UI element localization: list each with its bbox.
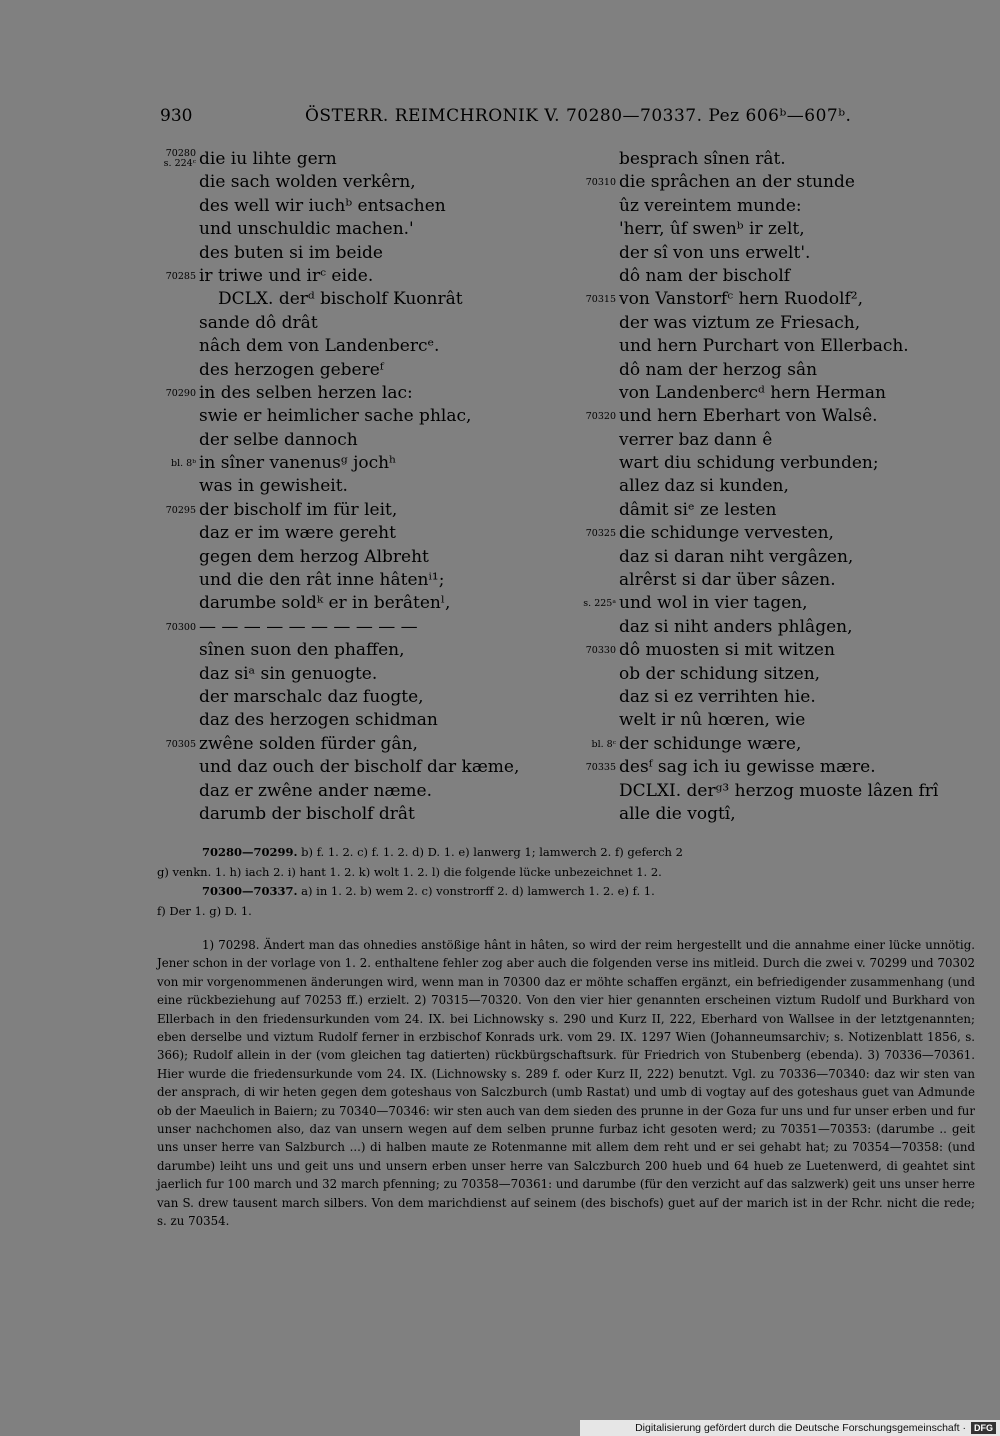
- verse-text: ûz vereintem munde:: [619, 195, 802, 216]
- verse-line: [140, 686, 570, 709]
- verse-line: [140, 242, 570, 265]
- verse-line: [560, 803, 990, 826]
- verse-text: sande dô drât: [199, 312, 318, 333]
- verse-text: 'herr, ûf swenᵇ ir zelt,: [619, 219, 805, 240]
- verse-line: [560, 569, 990, 592]
- verse-line: [140, 756, 570, 779]
- verse-text: ir triwe und irᶜ eide.: [199, 265, 374, 286]
- line-number: s. 225ᵃ: [583, 598, 616, 610]
- verse-text: darumbe soldᵏ er in berâtenˡ,: [199, 593, 451, 614]
- line-number: 70285: [165, 270, 196, 282]
- verse-text: von Landenbercᵈ hern Herman: [619, 382, 886, 403]
- verse-line: [560, 429, 990, 452]
- verse-line: [560, 288, 990, 311]
- verse-text: daz si daran niht vergâzen,: [619, 546, 854, 567]
- verse-line: [560, 546, 990, 569]
- verse-line: [560, 639, 990, 662]
- variant-range: 70280—70299.: [202, 845, 298, 859]
- verse-text: und unschuldic machen.': [199, 219, 414, 240]
- commentary-notes: [157, 936, 975, 1231]
- verse-text: in sîner vanenusᵍ jochʰ: [199, 453, 397, 474]
- verse-line: [560, 335, 990, 358]
- verse-line: [560, 499, 990, 522]
- line-number: 70335: [585, 762, 616, 774]
- verse-text: dô muosten si mit witzen: [619, 640, 835, 661]
- line-number: 70310: [585, 177, 616, 189]
- verse-text: dô nam der bischolf: [619, 265, 791, 286]
- verse-text: daz des herzogen schidman: [199, 710, 438, 731]
- verse-text: alrêrst si dar über sâzen.: [619, 570, 836, 591]
- verse-text: wart diu schidung verbunden;: [619, 453, 879, 474]
- verse-text: die iu lihte gern: [199, 149, 337, 169]
- line-number: 70305: [165, 738, 196, 750]
- verse-text: und hern Eberhart von Walsê.: [619, 406, 878, 427]
- verse-text: des buten si im beide: [199, 242, 383, 263]
- verse-text: DCLXI. derᵍ³ herzog muoste lâzen frî: [619, 780, 939, 801]
- verse-line: [560, 148, 990, 171]
- variant-line: 70280—70299. b) f. 1. 2. c) f. 1. 2. d) D. 1. e) lanwerg 1; lamwerch 2. f) geferch 2: [202, 845, 683, 859]
- line-number: 70315: [585, 294, 616, 306]
- verse-text: dâmit siᵉ ze lesten: [619, 499, 777, 520]
- variant-line: f) Der 1. g) D. 1.: [157, 903, 252, 918]
- footer-text: Digitalisierung gefördert durch die Deutsche Forschungsgemeinschaft ·: [635, 1422, 966, 1434]
- verse-line: [140, 382, 570, 405]
- verse-text: alle die vogtî,: [619, 803, 736, 824]
- verse-text: daz er im wære gereht: [199, 523, 396, 544]
- verse-line: [560, 475, 990, 498]
- verse-line: [140, 780, 570, 803]
- verse-text: DCLX. derᵈ bischolf Kuonrât: [218, 289, 463, 310]
- verse-line: [140, 803, 570, 826]
- verse-text: was in gewisheit.: [199, 476, 348, 497]
- verse-text: die sprâchen an der stunde: [619, 172, 855, 193]
- verse-line: [560, 592, 990, 615]
- verse-text: in des selben herzen lac:: [199, 382, 413, 403]
- verse-line: [140, 709, 570, 732]
- verse-text: — — — — — — — — — —: [199, 616, 418, 637]
- verse-line: [140, 405, 570, 428]
- verse-text: der selbe dannoch: [199, 429, 358, 450]
- verse-text: swie er heimlicher sache phlac,: [199, 406, 472, 427]
- verse-text: der bischolf im für leit,: [199, 499, 398, 520]
- verse-text: gegen dem herzog Albreht: [199, 546, 429, 567]
- verse-line: [560, 405, 990, 428]
- line-number: 70300: [165, 621, 196, 633]
- verse-line: [560, 171, 990, 194]
- verse-line: [560, 452, 990, 475]
- dfg-logo: DFG: [971, 1422, 996, 1434]
- verse-line: [140, 218, 570, 241]
- right-verse-column: [560, 148, 990, 826]
- variant-line: 70300—70337. a) in 1. 2. b) wem 2. c) vonstrorff 2. d) lamwerch 1. 2. e) f. 1.: [202, 884, 655, 898]
- line-number: 70325: [585, 528, 616, 540]
- verse-text: daz si niht anders phlâgen,: [619, 616, 853, 637]
- verse-text: der was viztum ze Friesach,: [619, 312, 861, 333]
- verse-line: [140, 499, 570, 522]
- variant-line: g) venkn. 1. h) iach 2. i) hant 1. 2. k) wolt 1. 2. l) die folgende lücke unbezeichnet 1. 2.: [157, 864, 662, 879]
- verse-line: [140, 663, 570, 686]
- verse-line: [140, 265, 570, 288]
- verse-text: sînen suon den phaffen,: [199, 640, 405, 661]
- digitization-footer: [580, 1420, 1000, 1436]
- verse-line: [560, 359, 990, 382]
- verse-text: desᶠ sag ich iu gewisse mære.: [619, 757, 876, 778]
- verse-text: darumb der bischolf drât: [199, 803, 415, 824]
- verse-line: [140, 171, 570, 194]
- verse-text: die sach wolden verkêrn,: [199, 172, 416, 193]
- verse-text: besprach sînen rât.: [619, 149, 786, 169]
- verse-text: daz si ez verrihten hie.: [619, 686, 816, 707]
- verse-text: die schidunge vervesten,: [619, 523, 834, 544]
- verse-text: der marschalc daz fuogte,: [199, 686, 424, 707]
- verse-text: des herzogen gebereᶠ: [199, 359, 384, 380]
- verse-line: [140, 312, 570, 335]
- line-number: 70330: [585, 645, 616, 657]
- verse-text: des well wir iuchᵇ entsachen: [199, 195, 446, 216]
- verse-line: [140, 592, 570, 615]
- line-number: bl. 8ᵇ: [170, 458, 196, 470]
- verse-text: von Vanstorfᶜ hern Ruodolf²,: [619, 289, 864, 310]
- verse-line: [140, 616, 570, 639]
- verse-line: [560, 242, 990, 265]
- verse-line: [140, 733, 570, 756]
- verse-text: und wol in vier tagen,: [619, 593, 808, 614]
- running-title: ÖSTERR. REIMCHRONIK V. 70280—70337. Pez 606ᵇ—607ᵇ.: [305, 106, 852, 126]
- verse-text: daz er zwêne ander næme.: [199, 780, 433, 801]
- verse-line: [560, 195, 990, 218]
- verse-line: [140, 475, 570, 498]
- verse-line: [560, 382, 990, 405]
- verse-line: [560, 733, 990, 756]
- variant-apparatus: [157, 843, 975, 921]
- verse-text: der schidunge wære,: [619, 733, 802, 754]
- line-number: 70320: [585, 411, 616, 423]
- variant-range: 70300—70337.: [202, 884, 298, 898]
- verse-line: [140, 546, 570, 569]
- verse-line: [560, 218, 990, 241]
- verse-text: zwêne solden fürder gân,: [199, 733, 418, 754]
- verse-line: [140, 639, 570, 662]
- left-verse-column: [140, 148, 570, 826]
- verse-line: [560, 663, 990, 686]
- verse-line: [560, 780, 990, 803]
- line-number: 70280 s. 224ᶜ: [163, 148, 196, 169]
- verse-text: und daz ouch der bischolf dar kæme,: [199, 757, 520, 778]
- line-number: 70290: [165, 387, 196, 399]
- line-number: 70295: [165, 504, 196, 516]
- verse-text: und die den rât inne hâtenⁱ¹;: [199, 570, 445, 591]
- verse-line: [560, 756, 990, 779]
- verse-line: [140, 148, 570, 171]
- verse-line: [140, 569, 570, 592]
- verse-text: und hern Purchart von Ellerbach.: [619, 336, 909, 357]
- verse-line: [140, 429, 570, 452]
- verse-text: dô nam der herzog sân: [619, 359, 818, 380]
- verse-line: [560, 709, 990, 732]
- verse-line: [140, 335, 570, 358]
- verse-text: der sî von uns erwelt'.: [619, 242, 811, 263]
- verse-text: daz siᵃ sin genuogte.: [199, 663, 378, 684]
- verse-line: [140, 452, 570, 475]
- verse-line: [140, 522, 570, 545]
- verse-text: ob der schidung sitzen,: [619, 663, 821, 684]
- page-number: 930: [160, 106, 193, 126]
- verse-text: verrer baz dann ê: [619, 429, 773, 450]
- verse-line: [140, 288, 570, 311]
- verse-line: [560, 686, 990, 709]
- verse-line: [140, 359, 570, 382]
- line-number: bl. 8ᶜ: [591, 738, 616, 750]
- commentary-text: 1) 70298. Ändert man das ohnedies anstößige hânt in hâten, so wird der reim hergestellt und die annahme einer lücke unnötig. Jener schon in der vorlage von 1. 2. enthaltene fehler zog aber auch die folgenden verse ins mitleid. Durch die zwei v. 70299 und 70302 von mir vorgenommenen änderungen wird, wenn man in 70300 daz er möhte schaffen ergänzt, ein befriedigender zusammenhang (und eine rückbeziehung auf 70253 ff.) erzielt. 2) 70315—70320. Von den vier hier genannten erscheinen viztum Rudolf und Burkhard von Ellerbach in den friedensurkunden vom 24. IX. bei Lichnowsky s. 290 und Kurz II, 222, Eberhard von Wallsee in der letztgenannten; eben derselbe und viztum Rudolf ferner in erzbischof Konrads urk. vom 29. IX. 1297 Wien (Johanneumsarchiv; s. Notizenblatt 1856, s. 366); Rudolf allein in der (vom gleichen tag datierten) rückbürgschaftsurk. für Friedrich von Stubenberg (ebenda). 3) 70336—70361. Hier wurde die friedensurkunde vom 24. IX. (Lichnowsky s. 289 f. oder Kurz II, 222) benutzt. Vgl. zu 70336—70340: daz wir sten van der ansprach, di wir heten gegen dem goteshaus von Salczburch (umb Rastat) und umb di vogtay auf des goteshaus guet van Admunde ob der Maeulich in Baiern; zu 70340—70346: wir sten auch van dem sieden des prunne in der Goza fur uns und fur unser erben und fur unser nachchomen also, daz van unsern wegen auf dem selben prunne furbaz icht gesoten werd; zu 70351—70353: (darumbe .. geit uns unser herre van Salzburch ...) di halben maute ze Rotenmanne mit allem dem reht und er sei gehabt hat; zu 70354—70358: (und darumbe) leiht uns und geit uns und unsern erben unser herre van Salczburch 200 hueb und 64 hueb ze Luetenwerd, di geahtet sint jaerlich fur 100 march und 32 march pfenning; zu 70358—70361: und darumbe (für den verzicht auf das salzwerk) geit uns unser herre van S. drew tausent march silbers. Von dem marichdienst auf seinem (des bischofs) guet auf der marich ist in der Rchr. nicht die rede; s. zu 70354.: [157, 938, 975, 1229]
- verse-line: [560, 522, 990, 545]
- verse-line: [560, 616, 990, 639]
- verse-line: [560, 312, 990, 335]
- verse-text: welt ir nû hœren, wie: [619, 710, 806, 731]
- verse-text: allez daz si kunden,: [619, 476, 789, 497]
- verse-line: [560, 265, 990, 288]
- verse-line: [140, 195, 570, 218]
- verse-text: nâch dem von Landenbercᵉ.: [199, 336, 440, 357]
